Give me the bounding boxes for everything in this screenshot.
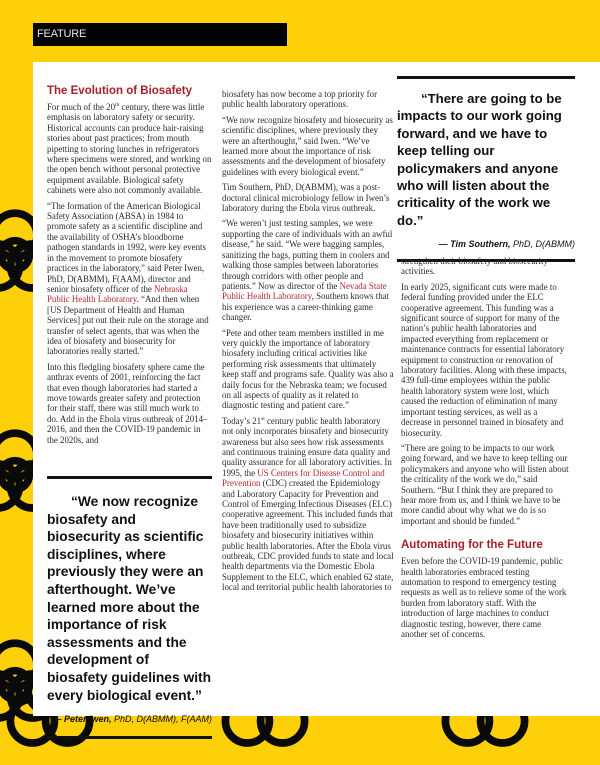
pull-quote-text: “There are going to be impacts to our work going forward, and we have to keep telling our policymakers and anyone who will listen about the criticality of the work we do.” — [397, 91, 562, 228]
attribution-credentials: PhD, D(ABMM) — [510, 239, 575, 250]
paragraph — [222, 416, 394, 593]
divider — [47, 476, 212, 479]
divider — [397, 76, 575, 79]
column-1 — [47, 84, 212, 450]
paragraph — [222, 218, 394, 322]
paragraph: “There are going to be impacts to our work going forward, and we have to keep telling our policymakers and anyone who will listen about the criticality of the work we do,” said Southern. “But I think they are prepared to hear more from us, and I think we have to be more candid about why what we do is so important and should be funded.” — [401, 442, 569, 526]
section-heading: Automating for the Future — [401, 539, 543, 552]
cdc-link[interactable]: US Centers for Disease Control and Prevention — [222, 467, 385, 489]
pull-quote-iwen — [47, 476, 212, 739]
paragraph: Tim Southern, PhD, D(ABMM), was a post-doctoral clinical microbiology fellow in Iwen’s laboratory during the Ebola virus outbreak. — [222, 182, 390, 214]
pull-quote-attribution — [47, 714, 212, 724]
pull-quote-attribution — [397, 239, 575, 249]
paragraph — [47, 102, 212, 196]
paragraph: Even before the COVID-19 pandemic, public health laboratories embraced testing automation to respond to emergency testing requests as well as to relieve some of the work burden from laboratory staff. With the introduction of large machines to conduct diagnostic testing, however, there came another set of concerns. — [401, 556, 567, 639]
paragraph: In early 2025, significant cuts were made to federal funding provided under the ELC cooperative agreement. This funding was a significant source of support for many of the nation’s public health laboratories and impacted everything from replacement or maintenance contracts for essential laboratory equipment to construction or renovation of laboratory facilities. Along with these impacts, 439 full-time employees within the public health laboratory system were lost, which caused the reduction of elimination of many important testing services, as well as a decrease in personnel trained in biosafety and biosecurity. — [401, 281, 567, 438]
text: “The formation of the American Biological Safety Association (ABSA) in 1984 to promote safety as a scientific discipline and the availability of OSHA’s bloodborne pathogen standards in 1992, were key events in the movement to promote biosafety practices in the laboratory,” said Peter Iwen, PhD, D(ABMM), F(AAM), director and senior biosafety officer of the — [47, 200, 206, 294]
pull-quote-text: “We now recognize biosafety and biosecurity as scientific disciplines, where previously they were an afterthought. We’ve learned more about the importance of risk assessments and the development of biosafety guidelines with every biological event.” — [47, 494, 212, 703]
section-heading: The Evolution of Biosafety — [47, 85, 193, 97]
text: For much of the 20 — [47, 102, 116, 112]
paragraph: “Pete and other team members instilled in me very quickly the importance of laboratory biosafety including critical activities like performing risk assessments that ultimately keep staff and programs safe. Quality was also a daily focus for the Nebraska team; we focused on all aspects of quality as it related to diagnostic testing and patient care.” — [222, 327, 394, 411]
column-3 — [401, 256, 569, 644]
paragraph: biosafety has now become a top priority for public health laboratory operations. — [222, 89, 378, 110]
divider — [47, 736, 212, 739]
paragraph: “We now recognize biosafety and biosecurity as scientific disciplines, where previously they were an afterthought,” said Iwen. “We’ve learned more about the importance of risk assessments and the development of biosafety guidelines with every biological event.” — [222, 114, 393, 177]
text: “We weren’t just testing samples, we were supporting the care of individuals with an awful disease,” he said. “We were bagging samples, sanitizing the bags, putting them in coolers and walking those samples between laboratories through corridors with other people and patients.” Now as director of the — [222, 218, 393, 291]
column-2 — [222, 89, 394, 598]
text: . “And then when [US Department of Health and Human Services] put out their rule on the storage and transfer of select agents, that was when the idea of biosafety and biosecurity for laboratories really started.” — [47, 294, 209, 357]
attribution-name: — Tim Southern, — [438, 239, 511, 250]
superscript: st — [261, 415, 265, 422]
text: , Southern knows that his experience was a career-thinking game changer. — [222, 291, 390, 323]
pull-quote-southern — [397, 76, 575, 262]
nevada-sphl-link[interactable]: Nevada State Public Health Laboratory — [222, 280, 387, 302]
section-label: FEATURE — [33, 23, 287, 46]
text: Today’s 21 — [222, 415, 262, 426]
text: century public health laboratory not only incorporates biosafety and biosecurity awareness but also sees how risk assessments and continuous training ensure data quality and quality assurance for all laboratory activities. In 1995, the — [222, 415, 392, 478]
attribution-name: — Peter Iwen, — [52, 714, 112, 725]
attribution-credentials: PhD, D(ABMM), F(AAM) — [111, 714, 212, 725]
nebraska-phl-link[interactable]: Nebraska Public Health Laboratory — [47, 283, 188, 305]
paragraph: strengthen their biosafety and biosecurity activities. — [401, 256, 548, 277]
text: century, there was little emphasis on laboratory safety or security. Historical accounts can produce hair-raising stories about past practices; from mouth pipetting to storing lunches in refrigerators where specimens were stored, and working on the open bench without personal protective equipment available. Biological safety cabinets were also not commonly available. — [47, 102, 212, 196]
superscript: th — [115, 102, 120, 109]
paragraph: Into this fledgling biosafety sphere came the anthrax events of 2001, reinforcing the fact that even though laboratories had started a move towards greater safety and protection for their staff, there was still much work to do. Add in the Ebola virus outbreak of 2014–2016, and then the COVID-19 pandemic in the 2020s, and — [47, 361, 208, 445]
paragraph — [47, 201, 212, 357]
text: (CDC) created the Epidemiology and Laboratory Capacity for Prevention and Control of Emerging Infectious Diseases (ELC) cooperative agreement. This included funds that have been traditionally used to subsidize biosafety and biosecurity initiatives within public health laboratories. After the Ebola virus outbreak, CDC provided funds to state and local health departments via the Domestic Ebola Supplement to the ELC, which enabled 62 state, local and territorial public health laboratories to — [222, 478, 394, 593]
